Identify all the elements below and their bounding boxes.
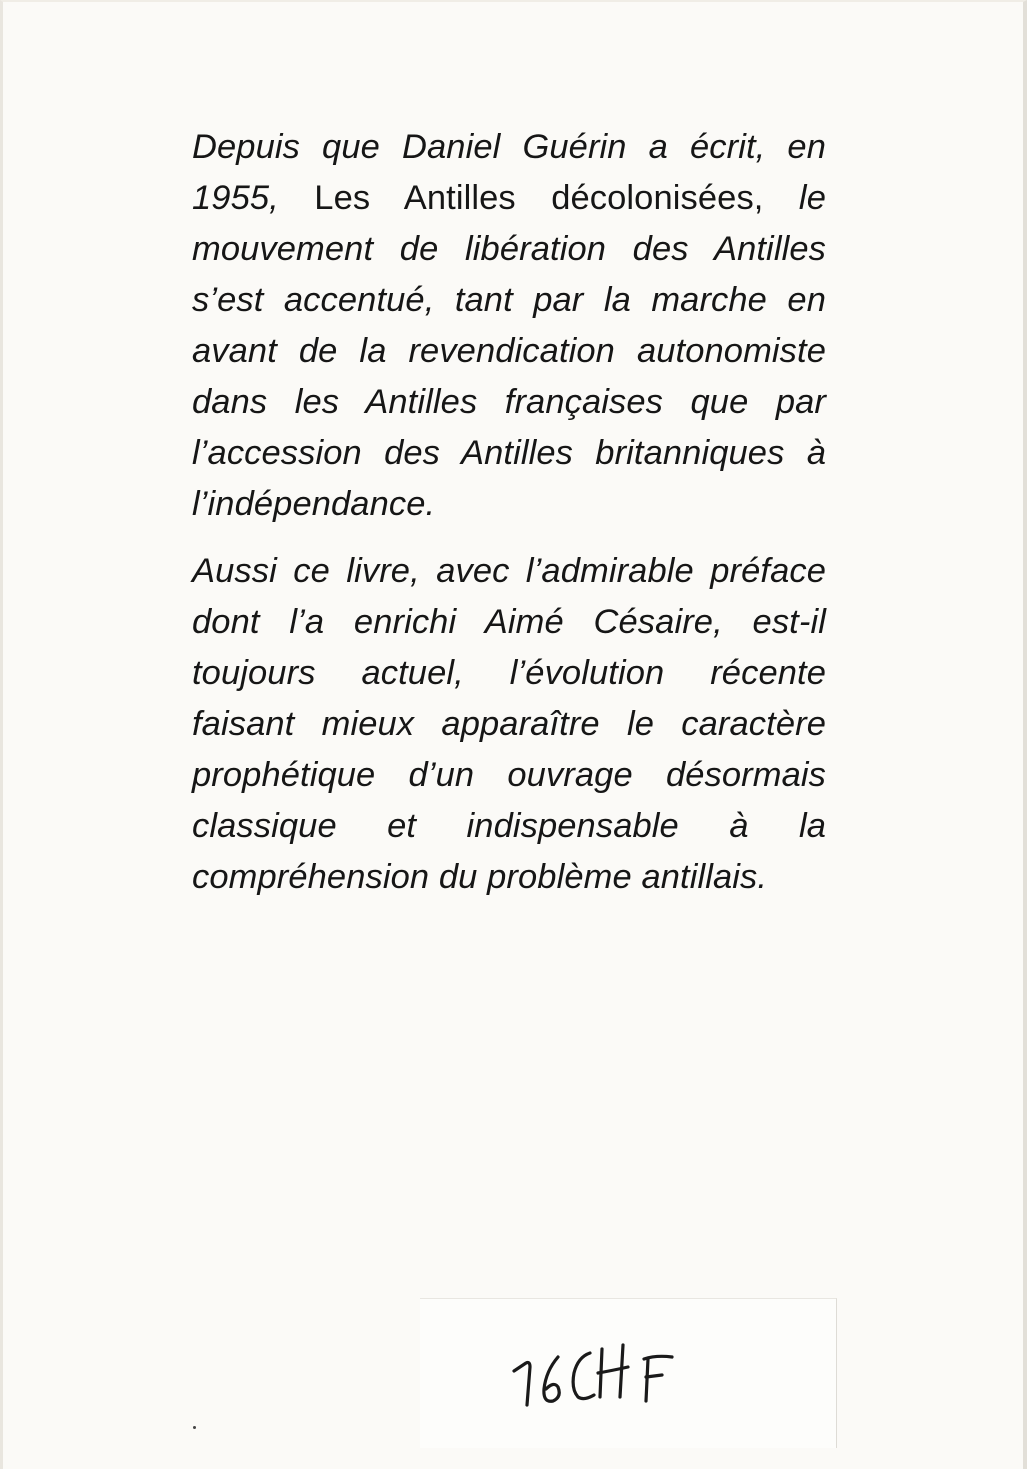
- paragraph-1: [192, 122, 826, 530]
- back-cover-text: [192, 122, 826, 903]
- paragraph-2: Aussi ce livre, avec l’admirable préface dont l’a enrichi Aimé Césaire, est-il toujours actuel, l’évolution récente faisant mieux apparaître le caractère prophétique d’un ouvrage désormais classique et indispensable à la compréhension du problème antillais.: [192, 552, 826, 896]
- price-sticker: [420, 1298, 837, 1448]
- dust-speck: [193, 1426, 196, 1429]
- paragraph-1-rest: le mouvement de libération des Antilles s’est accentué, tant par la marche en avant de la revendication autonomiste dans les Antilles françaises que par l’accession des Antilles britanniques à l’indépendance.: [192, 179, 826, 523]
- book-title: Les Antilles décolonisées,: [314, 179, 764, 217]
- paragraph-1-intro: Depuis que Daniel Guérin a écrit, en 1955,: [192, 128, 826, 217]
- handwritten-price: [506, 1327, 706, 1417]
